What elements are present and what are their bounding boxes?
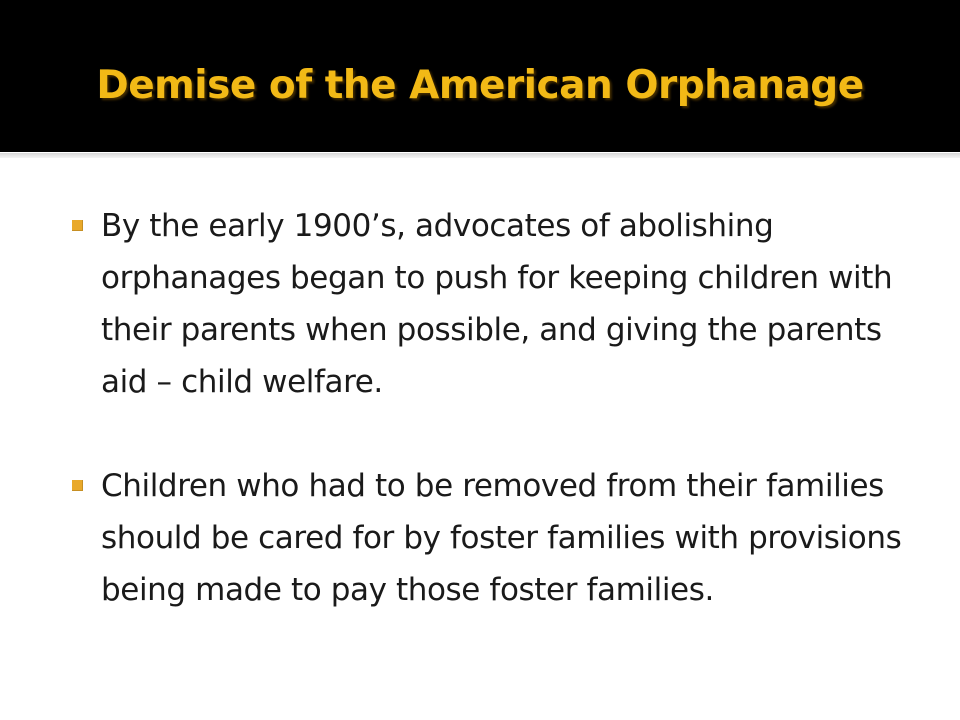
bullet-text: By the early 1900’s, advocates of abolishing orphanages began to push for keeping children with their parents when possible, and giving the parents aid – child welfare. [101, 208, 893, 400]
bullet-item [72, 460, 902, 616]
title-divider [0, 153, 960, 158]
square-bullet-icon [72, 480, 83, 491]
slide-title: Demise of the American Orphanage [96, 63, 864, 108]
bullet-text: Children who had to be removed from their families should be cared for by foster families with provisions being made to pay those foster families. [101, 468, 902, 608]
square-bullet-icon [72, 220, 83, 231]
bullet-item [72, 200, 902, 408]
bullet-list [72, 200, 902, 616]
